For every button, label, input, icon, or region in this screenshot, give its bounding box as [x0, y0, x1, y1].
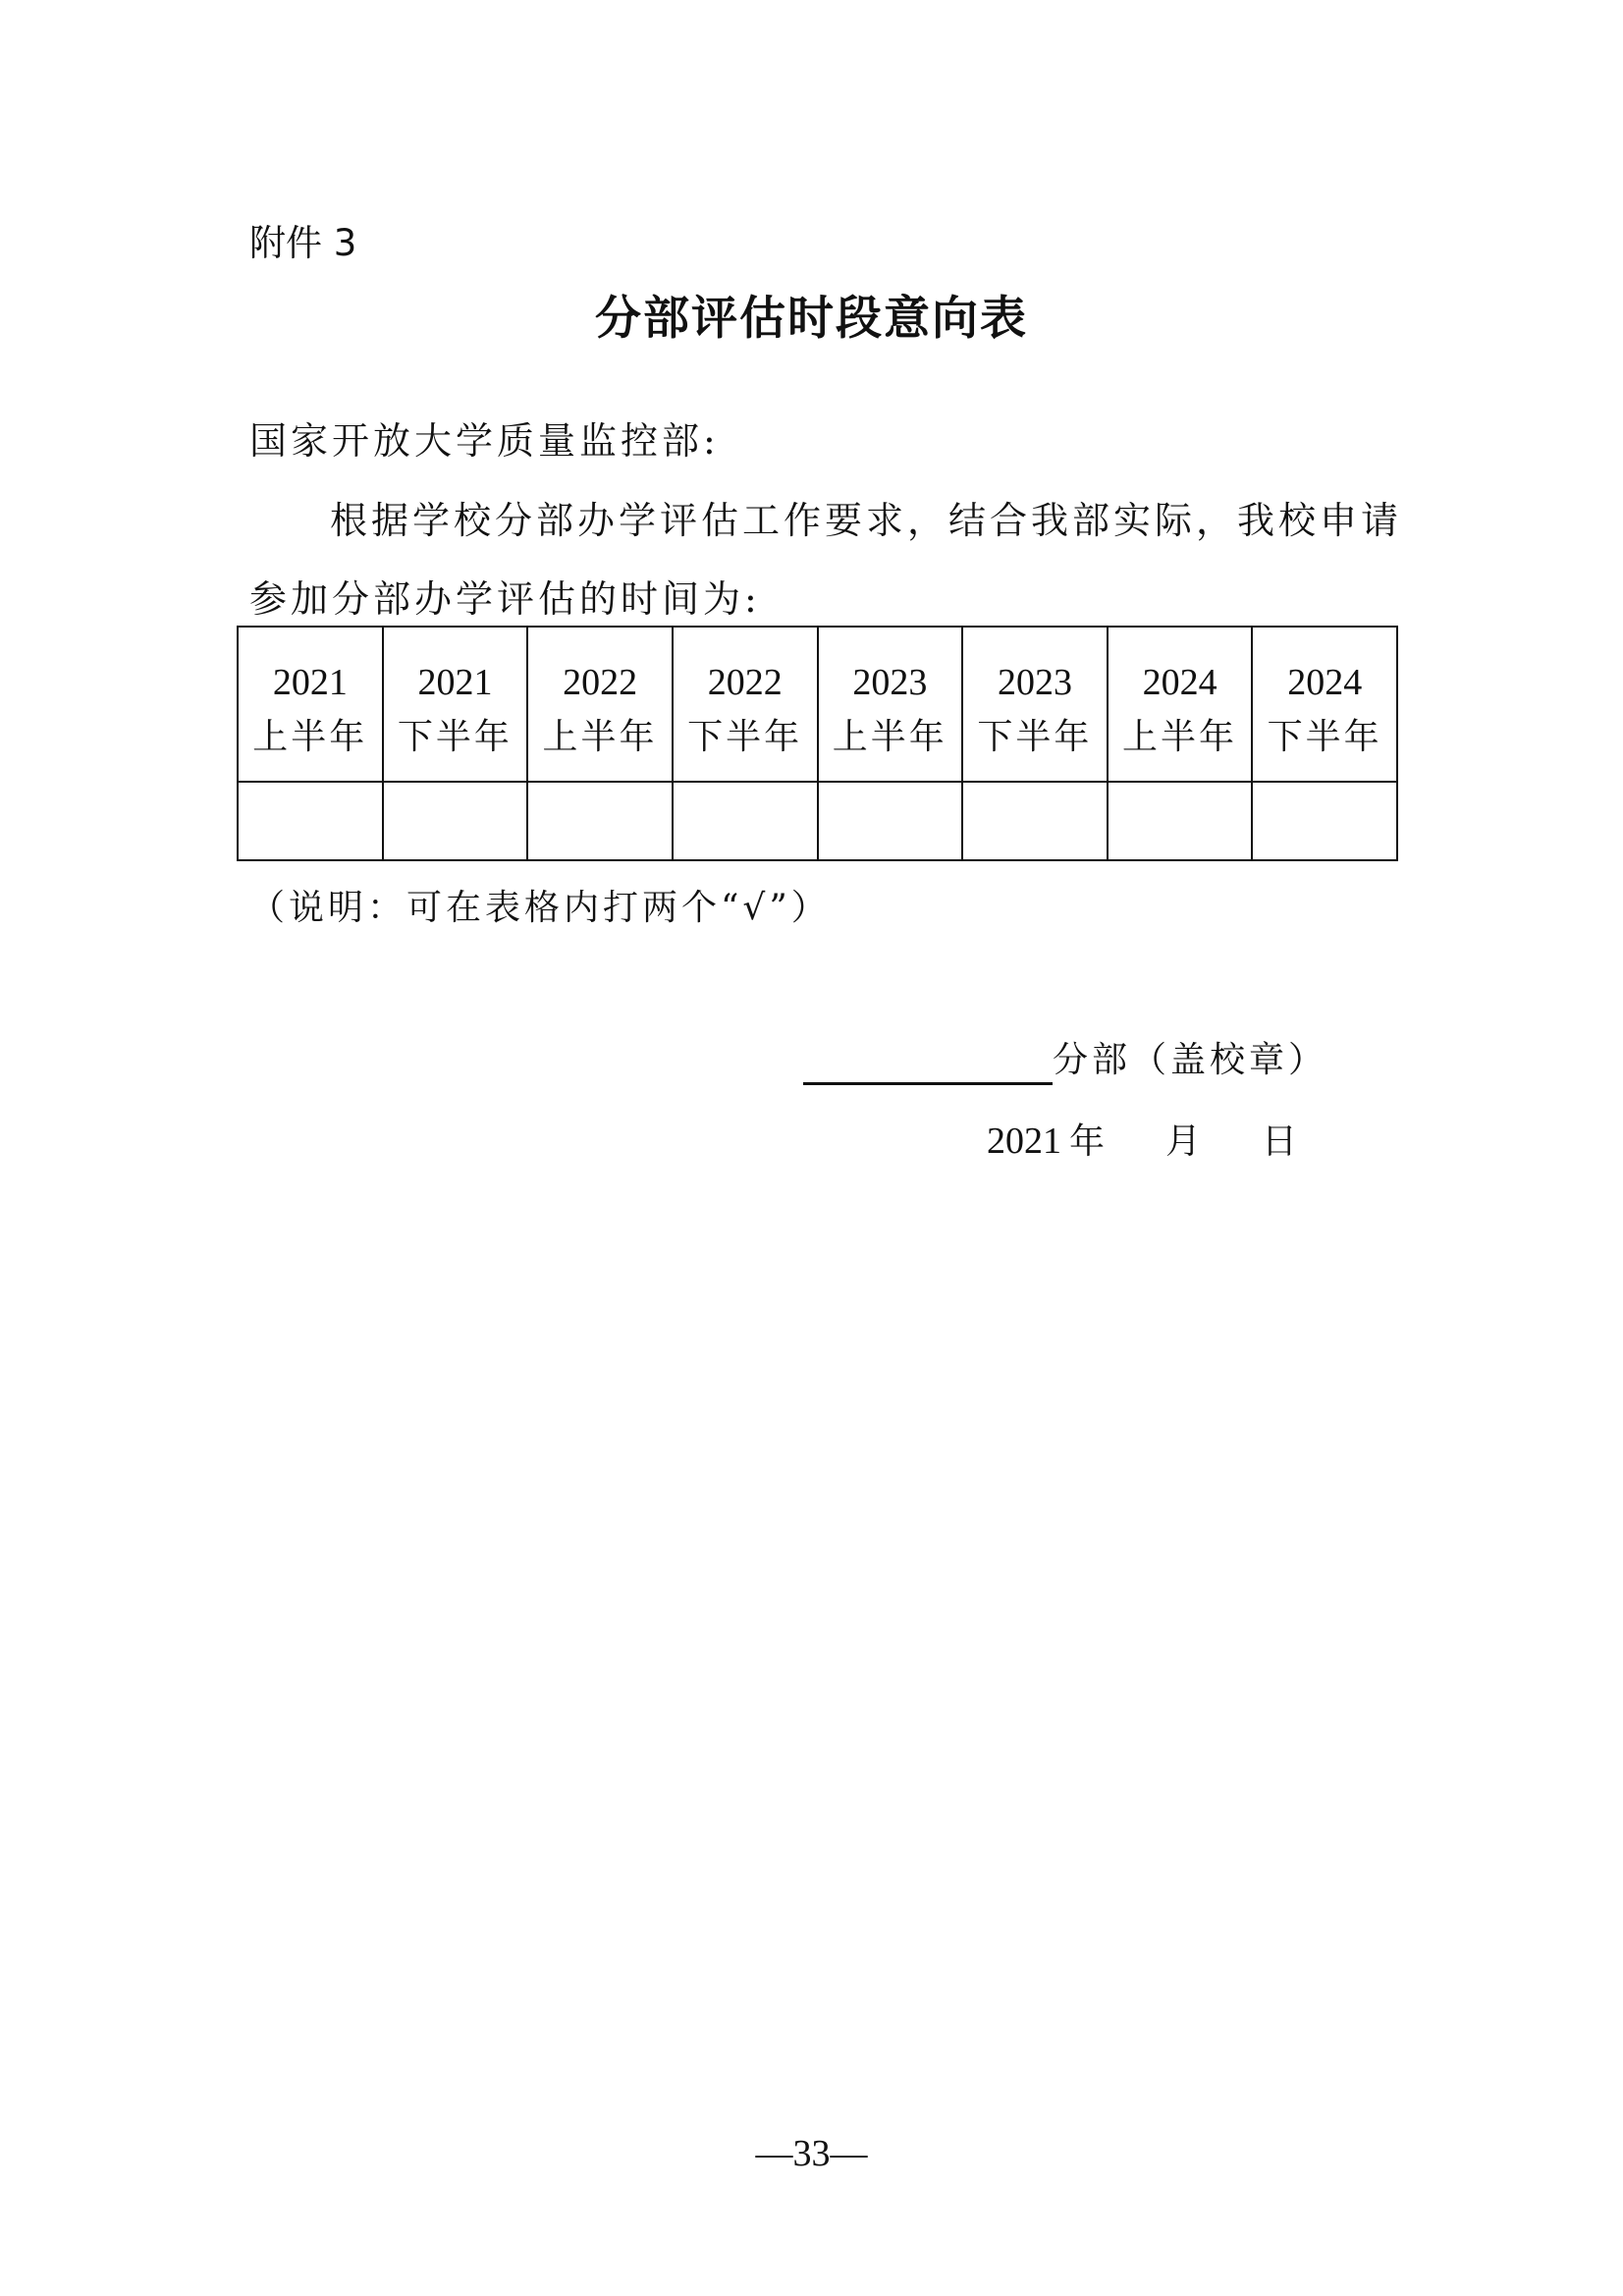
period-header-cell: [673, 627, 818, 782]
period-half: 下半年: [687, 717, 803, 757]
branch-name-blank-line[interactable]: [803, 1082, 1053, 1085]
document-title: 分部评估时段意向表: [595, 292, 1028, 346]
body-text-line-2: 参加分部办学评估的时间为:: [249, 577, 761, 621]
period-year: 2022: [563, 662, 638, 703]
period-year: 2023: [997, 662, 1072, 703]
period-header-cell: [527, 627, 673, 782]
period-header-cell: [238, 627, 383, 782]
period-header-cell: [1252, 627, 1397, 782]
checkmark-cell[interactable]: [1108, 782, 1253, 860]
period-year: 2023: [852, 662, 928, 703]
period-year: 2024: [1287, 662, 1363, 703]
date-year-unit: 年: [1069, 1121, 1106, 1162]
period-header-cell: [962, 627, 1108, 782]
checkmark-cell[interactable]: [527, 782, 673, 860]
period-header-cell: [818, 627, 963, 782]
period-half: 下半年: [397, 717, 513, 757]
period-header-cell: [383, 627, 528, 782]
date-month-unit: 月: [1165, 1121, 1202, 1162]
period-half: 上半年: [542, 717, 658, 757]
period-header-row: [238, 627, 1397, 782]
period-half: 上半年: [1122, 717, 1238, 757]
checkmark-cell[interactable]: [1252, 782, 1397, 860]
date-day-unit: 日: [1262, 1121, 1298, 1162]
period-half: 上半年: [252, 717, 368, 757]
checkmark-cell[interactable]: [238, 782, 383, 860]
page-number: —33—: [755, 2133, 868, 2174]
period-half: 上半年: [832, 717, 947, 757]
branch-seal-label: 分部（盖校章）: [1053, 1040, 1328, 1080]
checkmark-cell[interactable]: [673, 782, 818, 860]
period-half: 下半年: [1267, 717, 1382, 757]
period-header-cell: [1108, 627, 1253, 782]
checkmark-cell[interactable]: [383, 782, 528, 860]
period-year: 2024: [1142, 662, 1217, 703]
period-half: 下半年: [977, 717, 1093, 757]
date-line: [987, 1112, 1297, 1172]
period-year: 2021: [417, 662, 493, 703]
checkmark-cell[interactable]: [962, 782, 1108, 860]
body-text-line-1: 根据学校分部办学评估工作要求，结合我部实际，我校申请: [330, 499, 1403, 542]
checkmark-cell[interactable]: [818, 782, 963, 860]
recipient-line: 国家开放大学质量监控部:: [249, 419, 720, 463]
period-year: 2022: [707, 662, 783, 703]
attachment-label: 附件 3: [249, 222, 357, 264]
period-checkmark-row: [238, 782, 1397, 860]
instruction-note: （说明：可在表格内打两个“√”）: [249, 888, 831, 928]
evaluation-period-table: [237, 626, 1398, 861]
date-year: 2021: [987, 1121, 1061, 1162]
period-year: 2021: [272, 662, 348, 703]
